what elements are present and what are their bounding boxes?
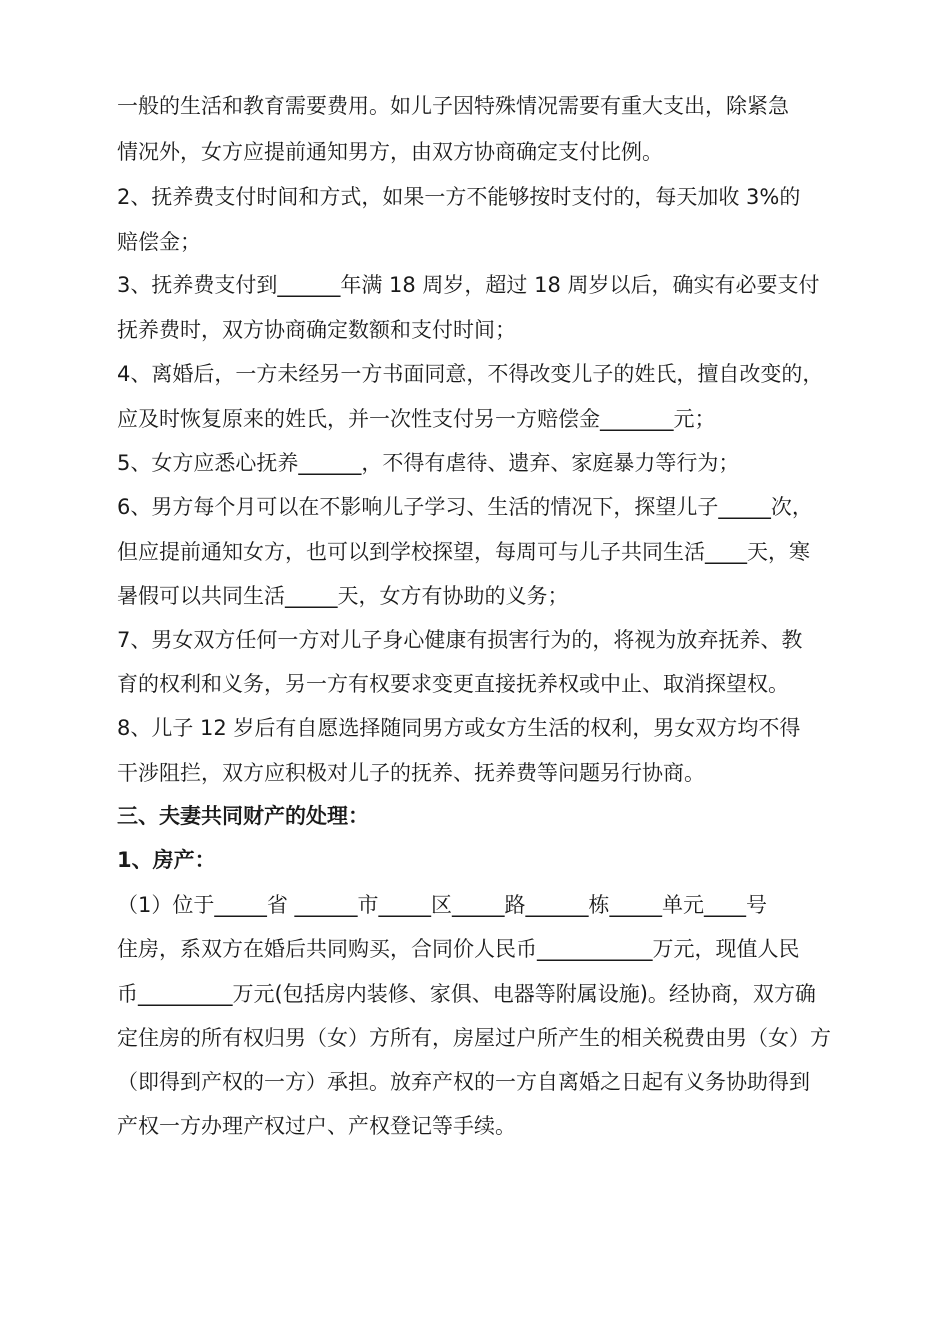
- clause-6-line: 暑假可以共同生活_____天，女方有协助的义务；: [117, 584, 569, 608]
- section-heading: 三、夫妻共同财产的处理：: [117, 804, 369, 828]
- clause-2-line: 2、抚养费支付时间和方式，如果一方不能够按时支付的，每天加收 3%的: [117, 185, 801, 209]
- subsection-heading: 1、房产：: [117, 848, 216, 872]
- clause-8-line: 8、儿子 12 岁后有自愿选择随同男方或女方生活的权利，男女双方均不得: [117, 716, 801, 740]
- clause-7-line: 育的权利和义务，另一方有权要求变更直接抚养权或中止、取消探望权。: [117, 672, 789, 696]
- clause-3-line: 抚养费时，双方协商确定数额和支付时间；: [117, 318, 516, 342]
- clause-2-line: 赔偿金；: [117, 230, 201, 254]
- clause-3-line: 3、抚养费支付到______年满 18 周岁，超过 18 周岁以后，确实有必要支付: [117, 273, 820, 297]
- clause-7-line: 7、男女双方任何一方对儿子身心健康有损害行为的，将视为放弃抚养、教: [117, 628, 803, 652]
- clause-8-line: 干涉阻拦，双方应积极对儿子的抚养、抚养费等问题另行协商。: [117, 761, 705, 785]
- clause-4-line: 应及时恢复原来的姓氏，并一次性支付另一方赔偿金_______元；: [117, 407, 716, 431]
- property-clause-line: 产权一方办理产权过户、产权登记等手续。: [117, 1114, 516, 1138]
- clause-4-line: 4、离婚后，一方未经另一方书面同意，不得改变儿子的姓氏，擅自改变的，: [117, 362, 824, 386]
- clause-6-line: 但应提前通知女方，也可以到学校探望，每周可与儿子共同生活____天，寒: [117, 540, 810, 564]
- property-clause-line: （1）位于_____省 ______市_____区_____路______栋_____单元____号: [117, 893, 768, 917]
- property-clause-line: （即得到产权的一方）承担。放弃产权的一方自离婚之日起有义务协助得到: [117, 1070, 810, 1094]
- clause-6-line: 6、男方每个月可以在不影响儿子学习、生活的情况下，探望儿子_____次，: [117, 495, 813, 519]
- clause-5-line: 5、女方应悉心抚养______，不得有虐待、遗弃、家庭暴力等行为；: [117, 451, 740, 475]
- paragraph-line: 一般的生活和教育需要费用。如儿子因特殊情况需要有重大支出，除紧急: [117, 94, 789, 118]
- property-clause-line: 住房，系双方在婚后共同购买，合同价人民币___________万元，现值人民: [117, 937, 800, 961]
- property-clause-line: 币_________万元(包括房内装修、家俱、电器等附属设施)。经协商，双方确: [117, 982, 816, 1006]
- paragraph-line: 情况外，女方应提前通知男方，由双方协商确定支付比例。: [117, 140, 663, 164]
- property-clause-line: 定住房的所有权归男（女）方所有，房屋过户所产生的相关税费由男（女）方: [117, 1026, 831, 1050]
